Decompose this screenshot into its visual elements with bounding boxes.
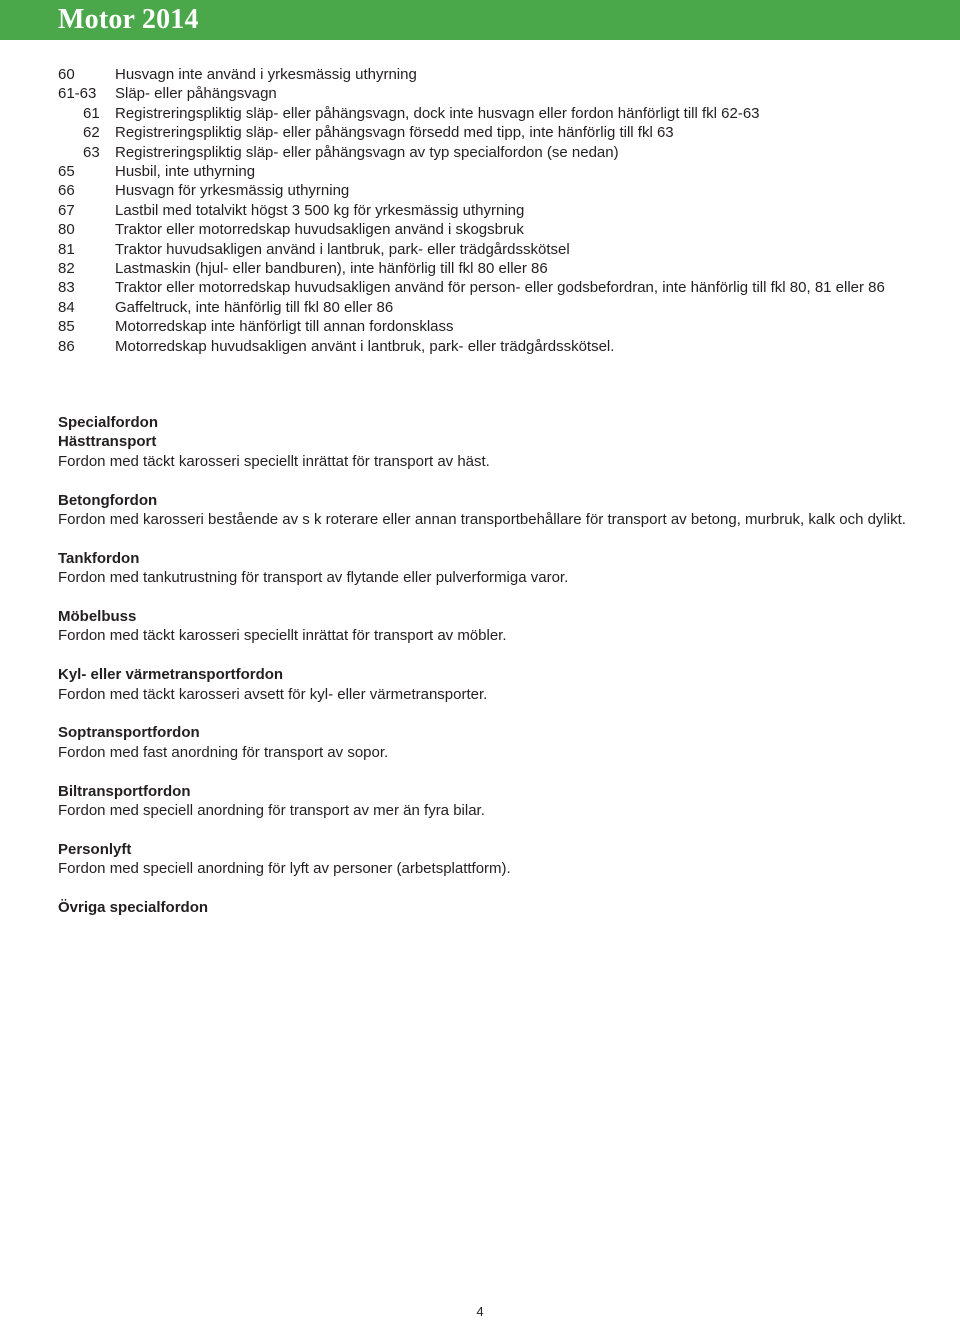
- vehicle-class-code: 65: [58, 163, 75, 181]
- vehicle-class-description: Registreringspliktig släp- eller påhängsvagn av typ specialfordon (se nedan): [115, 143, 619, 161]
- definition-section: [58, 413, 918, 471]
- vehicle-class-code: 82: [58, 260, 75, 278]
- document-title: Motor 2014: [58, 4, 199, 35]
- vehicle-class-code: 85: [58, 318, 75, 336]
- section-text: Fordon med täckt karosseri speciellt inrättat för transport av möbler.: [58, 627, 507, 645]
- section-heading: Möbelbuss: [58, 608, 137, 626]
- vehicle-class-row: [58, 84, 918, 103]
- vehicle-class-code: 83: [58, 279, 75, 297]
- vehicle-class-description: Lastbil med totalvikt högst 3 500 kg för yrkesmässig uthyrning: [115, 201, 525, 219]
- vehicle-class-description: Husvagn inte använd i yrkesmässig uthyrning: [115, 66, 417, 83]
- vehicle-class-row: [58, 162, 918, 181]
- vehicle-class-code: 84: [58, 298, 75, 316]
- vehicle-class-code: 81: [58, 240, 75, 258]
- vehicle-class-row: [58, 240, 918, 259]
- definition-section: [58, 607, 918, 646]
- section-heading: Kyl- eller värmetransportfordon: [58, 666, 284, 684]
- vehicle-class-description: Gaffeltruck, inte hänförlig till fkl 80 eller 86: [115, 298, 394, 316]
- vehicle-class-row: [58, 337, 918, 356]
- section-text: Fordon med karosseri bestående av s k roterare eller annan transportbehållare för transport av betong, murbruk, kalk och dylikt.: [58, 511, 906, 529]
- vehicle-class-description: Husbil, inte uthyrning: [115, 163, 256, 181]
- vehicle-class-code: 61-63: [58, 85, 97, 103]
- vehicle-class-code: 63: [83, 143, 100, 161]
- section-text: Fordon med täckt karosseri speciellt inrättat för transport av häst.: [58, 452, 490, 470]
- vehicle-class-row: [58, 298, 918, 317]
- vehicle-class-row: [58, 259, 918, 278]
- vehicle-class-description: Husvagn för yrkesmässig uthyrning: [115, 182, 350, 200]
- vehicle-class-row: [58, 143, 918, 162]
- vehicle-class-row: [58, 181, 918, 200]
- vehicle-class-code: 62: [83, 124, 100, 142]
- section-text: Fordon med täckt karosseri avsett för kyl- eller värmetransporter.: [58, 685, 488, 703]
- vehicle-class-row: [58, 65, 918, 84]
- page-number: 4: [476, 1304, 484, 1319]
- section-heading: Personlyft: [58, 840, 132, 858]
- definition-section: [58, 840, 918, 879]
- vehicle-class-row: [58, 278, 918, 297]
- vehicle-class-description: Lastmaskin (hjul- eller bandburen), inte hänförlig till fkl 80 eller 86: [115, 260, 548, 278]
- vehicle-class-row: [58, 201, 918, 220]
- definition-section: [58, 782, 918, 821]
- section-text: Fordon med speciell anordning för transport av mer än fyra bilar.: [58, 802, 485, 820]
- vehicle-class-code: 86: [58, 337, 75, 355]
- vehicle-class-list: [58, 65, 918, 356]
- definition-section: [58, 491, 918, 530]
- vehicle-class-row: [58, 123, 918, 142]
- definition-section: [58, 665, 918, 704]
- vehicle-class-code: 66: [58, 182, 75, 200]
- section-text: Fordon med tankutrustning för transport av flytande eller pulverformiga varor.: [58, 569, 569, 587]
- section-heading: Biltransportfordon: [58, 782, 191, 800]
- section-heading: Tankfordon: [58, 549, 140, 567]
- vehicle-class-description: Traktor huvudsakligen använd i lantbruk, park- eller trädgårdsskötsel: [115, 240, 570, 258]
- section-text: Fordon med speciell anordning för lyft av personer (arbetsplattform).: [58, 860, 511, 878]
- section-heading: Soptransportfordon: [58, 724, 200, 742]
- vehicle-class-description: Motorredskap huvudsakligen använt i lantbruk, park- eller trädgårdsskötsel.: [115, 337, 615, 355]
- vehicle-class-code: 67: [58, 201, 75, 219]
- section-heading: Specialfordon: [58, 414, 159, 431]
- vehicle-class-code: 80: [58, 221, 75, 239]
- section-heading: Betongfordon: [58, 491, 158, 509]
- header-bar: [0, 0, 960, 40]
- vehicle-class-row: [58, 317, 918, 336]
- vehicle-class-description: Motorredskap inte hänförligt till annan fordonsklass: [115, 318, 454, 336]
- vehicle-class-row: [58, 220, 918, 239]
- vehicle-class-description: Traktor eller motorredskap huvudsakligen använd för person- eller godsbefordran, inte hänförlig till fkl 80, 81 eller 86: [115, 279, 885, 297]
- section-text: Fordon med fast anordning för transport av sopor.: [58, 743, 389, 761]
- vehicle-class-code: 60: [58, 66, 75, 83]
- vehicle-class-description: Registreringspliktig släp- eller påhängsvagn, dock inte husvagn eller fordon hänförligt till fkl 62-63: [115, 104, 760, 122]
- definition-section: [58, 898, 918, 917]
- vehicle-class-row: [58, 104, 918, 123]
- vehicle-class-code: 61: [83, 104, 100, 122]
- vehicle-class-description: Släp- eller påhängsvagn: [115, 85, 277, 103]
- vehicle-class-description: Traktor eller motorredskap huvudsakligen använd i skogsbruk: [115, 221, 524, 239]
- section-heading: Övriga specialfordon: [58, 899, 209, 917]
- definition-section: [58, 723, 918, 762]
- definition-section: [58, 549, 918, 588]
- special-vehicle-definitions: [58, 413, 918, 937]
- vehicle-class-description: Registreringspliktig släp- eller påhängsvagn försedd med tipp, inte hänförlig till fkl 63: [115, 124, 674, 142]
- section-subheading: Hästtransport: [58, 433, 157, 451]
